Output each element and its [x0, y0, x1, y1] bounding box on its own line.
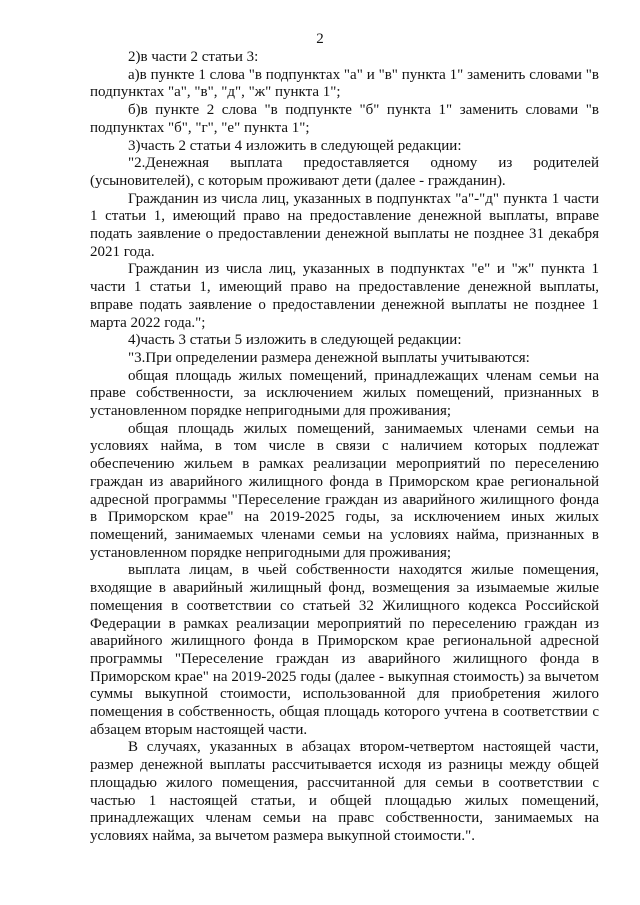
- paragraph-compensation: выплата лицам, в чьей собственности находятся жилые помещения, входящие в аварийный жилищный фонд, возмещения за изымаемые жилые помещения в соответствии со статьей 32 Жилищного кодекса Российской Федерации в рамках реализации мероприятий по переселению граждан из аварийного жилищного фонда в Приморском крае региональной адресной программы "Переселение граждан из аварийного жилищного фонда в Приморском крае" на 2019-2025 годы (далее - выкупная стоимость) за вычетом суммы выкупной стоимости, использованной для приобретения жилого помещения в собственность, общая площадь которого учтена в соответствии с абзацем вторым настоящей части.: [90, 562, 599, 738]
- page-number: 2: [316, 31, 324, 47]
- paragraph-rented-area: общая площадь жилых помещений, занимаемых членами семьи на условиях найма, в том числе в связи с наличием которых подлежат обеспечению жильем в рамках реализации мероприятий по переселению граждан из аварийного жилищного фонда в Приморском крае региональной адресной программы "Переселение граждан из аварийного жилищного фонда в Приморском крае" на 2019-2025 годы, за исключением иных жилых помещений, занимаемых членами семьи на условиях найма, признанных в установленном порядке непригодными для проживания;: [90, 420, 599, 561]
- paragraph-deadline-2022: Гражданин из числа лиц, указанных в подпунктах "е" и "ж" пункта 1 части 1 статьи 1, имеющий право на предоставление денежной выплаты, вправе подать заявление о предоставлении денежной выплаты не позднее 1 марта 2022 года.";: [90, 261, 599, 331]
- paragraph-subitem-a: а)в пункте 1 слова "в подпунктах "а" и "в" пункта 1" заменить словами "в подпунктах "а", "в", "д", "ж" пункта 1";: [90, 66, 599, 101]
- paragraph-owned-area: общая площадь жилых помещений, принадлежащих членам семьи на праве собственности, за исключением жилых помещений, признанных в установленном порядке непригодными для проживания;: [90, 367, 599, 420]
- paragraph-article5-part3: "3.При определении размера денежной выплаты учитываются:: [128, 349, 530, 366]
- document-body: [90, 49, 599, 846]
- paragraph-item-3: 3)часть 2 статьи 4 изложить в следующей редакции:: [128, 137, 462, 154]
- paragraph-subitem-b: б)в пункте 2 слова "в подпункте "б" пункта 1" заменить словами "в подпунктах "б", "г", "е" пункта 1";: [90, 102, 599, 136]
- paragraph-deadline-2021: Гражданин из числа лиц, указанных в подпунктах "а"-"д" пункта 1 части 1 статьи 1, имеющий право на предоставление денежной выплаты, вправе подать заявление о предоставлении денежной выплаты не позднее 31 декабря 2021 года.: [90, 190, 599, 260]
- paragraph-item-4: 4)часть 3 статьи 5 изложить в следующей редакции:: [128, 332, 462, 349]
- paragraph-article4-part2: "2.Денежная выплата предоставляется одному из родителей (усыновителей), с которым проживают дети (далее - гражданин).: [90, 155, 599, 189]
- paragraph-calculation: В случаях, указанных в абзацах втором-четвертом настоящей части, размер денежной выплаты рассчитывается исходя из разницы между общей площадью жилого помещения, рассчитанной для семьи в соответствии с частью 1 настоящей статьи, и общей площадью жилых помещений, принадлежащих членам семьи на правс собственности, занимаемых на условиях найма, за вычетом размера выкупной стоимости.".: [90, 739, 599, 844]
- paragraph-item-2: 2)в части 2 статьи 3:: [128, 49, 259, 65]
